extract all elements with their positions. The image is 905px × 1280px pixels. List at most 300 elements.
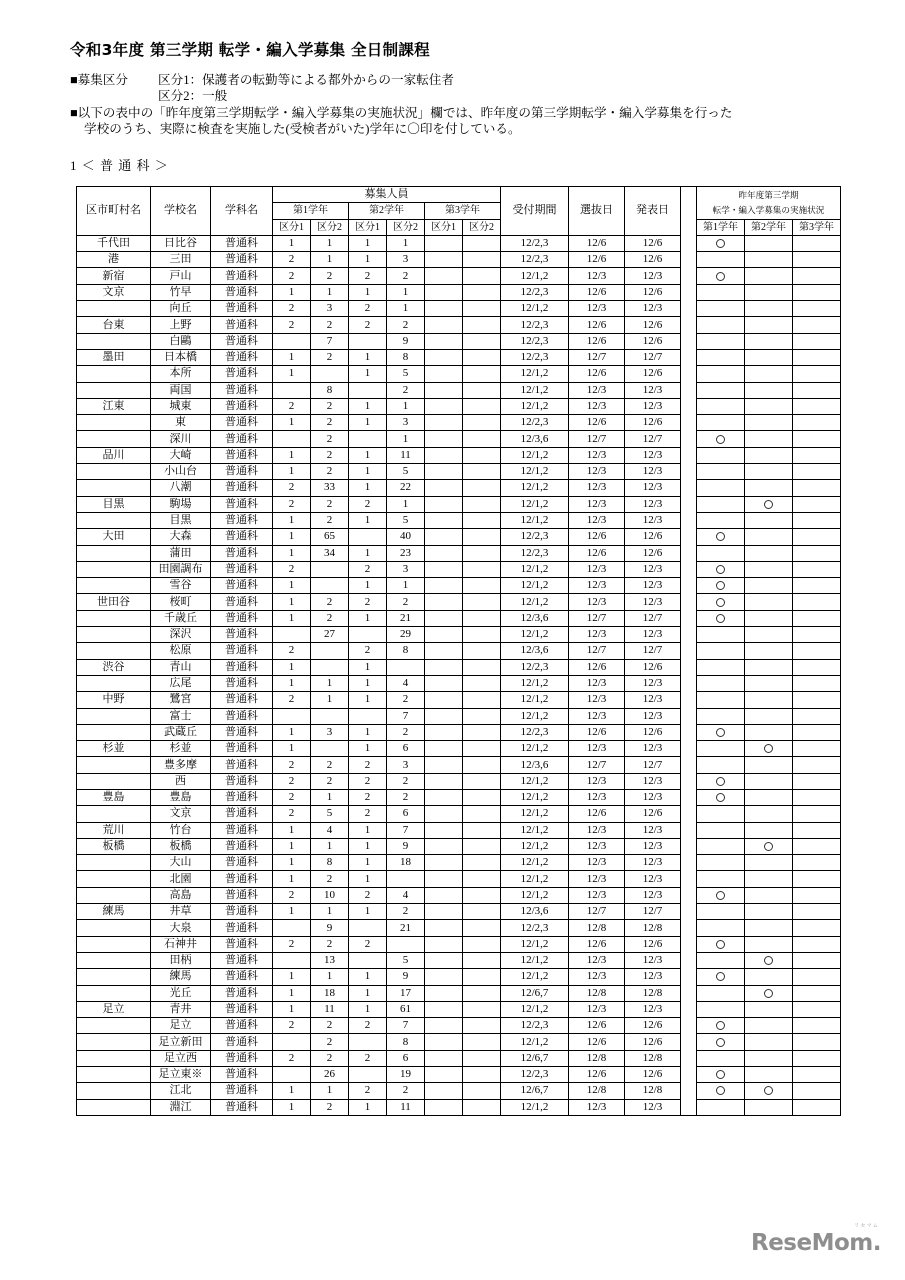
cell-grade2-kubun1: 2 (349, 1050, 387, 1066)
cell-school-name: 深沢 (151, 627, 211, 643)
cell-grade1-kubun2: 11 (311, 1001, 349, 1017)
cell-grade2-kubun2: 6 (387, 741, 425, 757)
cell-department: 普通科 (211, 708, 273, 724)
cell-prev-grade1 (697, 985, 745, 1001)
cell-prev-grade3 (793, 512, 841, 528)
spacer-cell (681, 1067, 697, 1083)
cell-grade1-kubun1: 1 (273, 349, 311, 365)
th-selection-date: 選抜日 (569, 187, 625, 236)
cell-grade2-kubun2: 11 (387, 447, 425, 463)
cell-grade3-kubun2 (463, 268, 501, 284)
cell-grade2-kubun1 (349, 431, 387, 447)
cell-prev-grade1 (697, 447, 745, 463)
cell-city (77, 708, 151, 724)
cell-grade1-kubun2: 13 (311, 952, 349, 968)
cell-school-name: 雪谷 (151, 578, 211, 594)
cell-grade3-kubun1 (425, 431, 463, 447)
cell-department: 普通科 (211, 969, 273, 985)
cell-selection-date: 12/3 (569, 1001, 625, 1017)
cell-grade2-kubun1: 1 (349, 904, 387, 920)
table-row (77, 415, 841, 431)
cell-application-period: 12/1,2 (501, 1034, 569, 1050)
cell-grade2-kubun1: 1 (349, 610, 387, 626)
th-grade1-kubun2: 区分2 (311, 219, 349, 235)
cell-grade3-kubun2 (463, 301, 501, 317)
cell-announcement-date: 12/8 (625, 1083, 681, 1099)
th-grade3-kubun2: 区分2 (463, 219, 501, 235)
cell-city: 港 (77, 252, 151, 268)
spacer-cell (681, 480, 697, 496)
cell-grade3-kubun2 (463, 675, 501, 691)
cell-grade2-kubun2 (387, 659, 425, 675)
cell-prev-grade3 (793, 1034, 841, 1050)
cell-prev-grade3 (793, 594, 841, 610)
table-row (77, 1067, 841, 1083)
cell-school-name: 大森 (151, 529, 211, 545)
cell-prev-grade3 (793, 333, 841, 349)
spacer-cell (681, 561, 697, 577)
spacer-cell (681, 871, 697, 887)
spacer-column (681, 187, 697, 236)
cell-school-name: 蒲田 (151, 545, 211, 561)
cell-announcement-date: 12/3 (625, 561, 681, 577)
th-capacity-group: 募集人員 (273, 187, 501, 203)
cell-application-period: 12/2,3 (501, 1067, 569, 1083)
cell-department: 普通科 (211, 724, 273, 740)
cell-application-period: 12/3,6 (501, 610, 569, 626)
cell-city (77, 936, 151, 952)
cell-selection-date: 12/6 (569, 659, 625, 675)
cell-prev-grade1 (697, 333, 745, 349)
cell-grade2-kubun2: 6 (387, 806, 425, 822)
cell-selection-date: 12/6 (569, 366, 625, 382)
cell-application-period: 12/1,2 (501, 366, 569, 382)
cell-grade3-kubun1 (425, 415, 463, 431)
table-row (77, 512, 841, 528)
cell-department: 普通科 (211, 480, 273, 496)
spacer-cell (681, 675, 697, 691)
spacer-cell (681, 284, 697, 300)
cell-prev-grade3 (793, 741, 841, 757)
cell-grade2-kubun1: 1 (349, 512, 387, 528)
cell-grade1-kubun1: 1 (273, 675, 311, 691)
cell-school-name: 田園調布 (151, 561, 211, 577)
cell-application-period: 12/2,3 (501, 317, 569, 333)
cell-grade1-kubun1 (273, 708, 311, 724)
cell-prev-grade2 (745, 643, 793, 659)
cell-grade2-kubun2: 2 (387, 773, 425, 789)
cell-grade3-kubun2 (463, 1001, 501, 1017)
cell-grade1-kubun1 (273, 1034, 311, 1050)
table-row (77, 398, 841, 414)
cell-grade2-kubun1: 1 (349, 659, 387, 675)
cell-grade2-kubun2: 5 (387, 366, 425, 382)
spacer-cell (681, 610, 697, 626)
cell-prev-grade1 (697, 415, 745, 431)
cell-city: 練馬 (77, 904, 151, 920)
note-previous-year-line1: ■以下の表中の「昨年度第三学期転学・編入学募集の実施状況」欄では、昨年度の第三学期転学・編入学募集を行った (70, 105, 733, 120)
cell-school-name: 西 (151, 773, 211, 789)
cell-announcement-date: 12/8 (625, 920, 681, 936)
cell-grade3-kubun1 (425, 1083, 463, 1099)
cell-application-period: 12/2,3 (501, 284, 569, 300)
cell-grade3-kubun1 (425, 447, 463, 463)
cell-prev-grade2 (745, 887, 793, 903)
cell-grade3-kubun1 (425, 398, 463, 414)
cell-school-name: 小山台 (151, 464, 211, 480)
cell-grade3-kubun2 (463, 464, 501, 480)
cell-grade2-kubun2: 11 (387, 1099, 425, 1115)
circle-mark-icon (716, 972, 725, 981)
cell-grade1-kubun1: 1 (273, 822, 311, 838)
cell-prev-grade2 (745, 985, 793, 1001)
cell-grade3-kubun1 (425, 757, 463, 773)
cell-city (77, 333, 151, 349)
cell-city (77, 1050, 151, 1066)
cell-application-period: 12/1,2 (501, 268, 569, 284)
cell-application-period: 12/3,6 (501, 431, 569, 447)
cell-department: 普通科 (211, 235, 273, 251)
cell-grade2-kubun1: 2 (349, 317, 387, 333)
cell-prev-grade2 (745, 1083, 793, 1099)
cell-grade3-kubun2 (463, 838, 501, 854)
cell-department: 普通科 (211, 936, 273, 952)
cell-grade1-kubun2: 2 (311, 594, 349, 610)
cell-department: 普通科 (211, 431, 273, 447)
cell-grade3-kubun2 (463, 887, 501, 903)
cell-grade1-kubun2: 10 (311, 887, 349, 903)
cell-grade3-kubun1 (425, 708, 463, 724)
cell-grade2-kubun2: 1 (387, 301, 425, 317)
cell-grade3-kubun2 (463, 855, 501, 871)
cell-grade2-kubun2: 9 (387, 838, 425, 854)
cell-city (77, 382, 151, 398)
cell-grade2-kubun2: 1 (387, 496, 425, 512)
cell-selection-date: 12/3 (569, 887, 625, 903)
cell-grade1-kubun1: 1 (273, 366, 311, 382)
page-title: 令和3年度 第三学期 転学・編入学募集 全日制課程 (70, 41, 430, 59)
cell-department: 普通科 (211, 659, 273, 675)
cell-grade3-kubun1 (425, 773, 463, 789)
cell-grade3-kubun2 (463, 659, 501, 675)
cell-prev-grade3 (793, 887, 841, 903)
cell-prev-grade3 (793, 529, 841, 545)
cell-grade3-kubun1 (425, 822, 463, 838)
cell-prev-grade3 (793, 235, 841, 251)
table-row (77, 529, 841, 545)
cell-prev-grade3 (793, 578, 841, 594)
spacer-cell (681, 708, 697, 724)
cell-prev-grade3 (793, 1099, 841, 1115)
cell-grade3-kubun1 (425, 594, 463, 610)
cell-selection-date: 12/3 (569, 969, 625, 985)
spacer-cell (681, 1018, 697, 1034)
cell-grade3-kubun2 (463, 366, 501, 382)
cell-announcement-date: 12/6 (625, 1067, 681, 1083)
cell-grade1-kubun2 (311, 578, 349, 594)
cell-prev-grade2 (745, 415, 793, 431)
cell-announcement-date: 12/3 (625, 789, 681, 805)
cell-announcement-date: 12/6 (625, 252, 681, 268)
cell-prev-grade1 (697, 936, 745, 952)
circle-mark-icon (764, 989, 773, 998)
cell-grade3-kubun1 (425, 366, 463, 382)
cell-prev-grade1 (697, 692, 745, 708)
cell-prev-grade3 (793, 1018, 841, 1034)
circle-mark-icon (716, 1021, 725, 1030)
cell-grade3-kubun2 (463, 643, 501, 659)
cell-prev-grade2 (745, 464, 793, 480)
table-row (77, 349, 841, 365)
cell-grade2-kubun1: 1 (349, 855, 387, 871)
th-grade2-kubun2: 区分2 (387, 219, 425, 235)
cell-school-name: 上野 (151, 317, 211, 333)
cell-prev-grade2 (745, 561, 793, 577)
cell-grade1-kubun2 (311, 561, 349, 577)
cell-department: 普通科 (211, 496, 273, 512)
th-grade3-kubun1: 区分1 (425, 219, 463, 235)
cell-department: 普通科 (211, 268, 273, 284)
cell-announcement-date: 12/3 (625, 855, 681, 871)
cell-prev-grade3 (793, 969, 841, 985)
cell-grade1-kubun1: 2 (273, 887, 311, 903)
th-period: 受付期間 (501, 187, 569, 236)
cell-selection-date: 12/3 (569, 464, 625, 480)
table-row (77, 1050, 841, 1066)
cell-selection-date: 12/3 (569, 594, 625, 610)
cell-grade1-kubun2: 1 (311, 904, 349, 920)
cell-selection-date: 12/6 (569, 724, 625, 740)
spacer-cell (681, 301, 697, 317)
cell-grade2-kubun1: 1 (349, 366, 387, 382)
cell-grade2-kubun2: 19 (387, 1067, 425, 1083)
cell-selection-date: 12/3 (569, 692, 625, 708)
cell-grade3-kubun1 (425, 512, 463, 528)
cell-grade2-kubun1: 1 (349, 692, 387, 708)
cell-prev-grade2 (745, 512, 793, 528)
cell-grade1-kubun1: 2 (273, 789, 311, 805)
cell-grade3-kubun2 (463, 610, 501, 626)
cell-announcement-date: 12/3 (625, 480, 681, 496)
cell-grade1-kubun2 (311, 659, 349, 675)
cell-grade3-kubun1 (425, 904, 463, 920)
cell-grade2-kubun1 (349, 382, 387, 398)
cell-selection-date: 12/6 (569, 545, 625, 561)
cell-city (77, 855, 151, 871)
logo-wordmark (751, 1223, 881, 1256)
table-row (77, 1018, 841, 1034)
cell-grade2-kubun2: 9 (387, 969, 425, 985)
table-row (77, 545, 841, 561)
table-row (77, 822, 841, 838)
cell-grade3-kubun1 (425, 480, 463, 496)
cell-department: 普通科 (211, 317, 273, 333)
cell-prev-grade3 (793, 643, 841, 659)
cell-grade2-kubun2: 17 (387, 985, 425, 1001)
table-row (77, 969, 841, 985)
cell-application-period: 12/1,2 (501, 741, 569, 757)
cell-grade3-kubun1 (425, 268, 463, 284)
cell-application-period: 12/1,2 (501, 773, 569, 789)
cell-announcement-date: 12/3 (625, 871, 681, 887)
cell-grade1-kubun1 (273, 1067, 311, 1083)
cell-grade1-kubun2: 1 (311, 235, 349, 251)
circle-mark-icon (764, 842, 773, 851)
table-row (77, 741, 841, 757)
cell-prev-grade3 (793, 936, 841, 952)
cell-grade2-kubun1: 1 (349, 480, 387, 496)
circle-mark-icon (716, 565, 725, 574)
cell-school-name: 板橋 (151, 838, 211, 854)
cell-city: 中野 (77, 692, 151, 708)
cell-grade3-kubun1 (425, 936, 463, 952)
cell-grade1-kubun2: 1 (311, 969, 349, 985)
cell-grade1-kubun1: 1 (273, 464, 311, 480)
cell-grade1-kubun1: 1 (273, 985, 311, 1001)
cell-grade2-kubun1 (349, 920, 387, 936)
cell-department: 普通科 (211, 284, 273, 300)
cell-city (77, 675, 151, 691)
cell-grade3-kubun1 (425, 284, 463, 300)
cell-prev-grade1 (697, 431, 745, 447)
cell-application-period: 12/1,2 (501, 1001, 569, 1017)
cell-department: 普通科 (211, 675, 273, 691)
circle-mark-icon (716, 581, 725, 590)
cell-school-name: 足立西 (151, 1050, 211, 1066)
section-heading-futsuka: 1 ＜ 普 通 科 ＞ (70, 158, 169, 173)
cell-department: 普通科 (211, 920, 273, 936)
cell-grade3-kubun2 (463, 561, 501, 577)
cell-grade2-kubun1 (349, 333, 387, 349)
cell-selection-date: 12/3 (569, 496, 625, 512)
cell-school-name: 青山 (151, 659, 211, 675)
cell-school-name: 石神井 (151, 936, 211, 952)
cell-school-name: 井草 (151, 904, 211, 920)
cell-school-name: 鷺宮 (151, 692, 211, 708)
cell-grade2-kubun1: 2 (349, 268, 387, 284)
spacer-cell (681, 464, 697, 480)
cell-city (77, 480, 151, 496)
spacer-cell (681, 1050, 697, 1066)
cell-prev-grade2 (745, 301, 793, 317)
cell-prev-grade2 (745, 398, 793, 414)
cell-selection-date: 12/3 (569, 578, 625, 594)
cell-city (77, 1034, 151, 1050)
cell-announcement-date: 12/3 (625, 1001, 681, 1017)
th-prev-grade2: 第2学年 (745, 219, 793, 235)
cell-announcement-date: 12/8 (625, 985, 681, 1001)
cell-school-name: 戸山 (151, 268, 211, 284)
cell-grade2-kubun2: 5 (387, 464, 425, 480)
cell-prev-grade2 (745, 333, 793, 349)
cell-grade2-kubun2: 40 (387, 529, 425, 545)
cell-prev-grade1 (697, 545, 745, 561)
cell-grade3-kubun1 (425, 529, 463, 545)
th-grade1-kubun1: 区分1 (273, 219, 311, 235)
cell-grade1-kubun1: 1 (273, 1099, 311, 1115)
cell-grade3-kubun2 (463, 382, 501, 398)
table-row (77, 855, 841, 871)
cell-announcement-date: 12/3 (625, 741, 681, 757)
spacer-cell (681, 317, 697, 333)
cell-grade3-kubun2 (463, 496, 501, 512)
table-row (77, 757, 841, 773)
cell-grade1-kubun2: 2 (311, 512, 349, 528)
cell-grade1-kubun1 (273, 333, 311, 349)
cell-department: 普通科 (211, 985, 273, 1001)
cell-city: 江東 (77, 398, 151, 414)
cell-prev-grade2 (745, 838, 793, 854)
cell-city (77, 1018, 151, 1034)
circle-mark-icon (764, 1086, 773, 1095)
cell-grade1-kubun1 (273, 952, 311, 968)
cell-application-period: 12/2,3 (501, 920, 569, 936)
cell-application-period: 12/1,2 (501, 1099, 569, 1115)
table-row (77, 887, 841, 903)
cell-announcement-date: 12/3 (625, 464, 681, 480)
cell-prev-grade1 (697, 1001, 745, 1017)
table-row (77, 480, 841, 496)
cell-department: 普通科 (211, 806, 273, 822)
cell-selection-date: 12/3 (569, 561, 625, 577)
circle-mark-icon (716, 1038, 725, 1047)
cell-department: 普通科 (211, 594, 273, 610)
cell-prev-grade1 (697, 268, 745, 284)
cell-prev-grade1 (697, 561, 745, 577)
cell-school-name: 武蔵丘 (151, 724, 211, 740)
cell-announcement-date: 12/3 (625, 675, 681, 691)
cell-grade2-kubun2: 29 (387, 627, 425, 643)
th-school: 学校名 (151, 187, 211, 236)
cell-grade3-kubun2 (463, 822, 501, 838)
cell-grade2-kubun1 (349, 529, 387, 545)
cell-grade1-kubun2 (311, 741, 349, 757)
cell-prev-grade2 (745, 431, 793, 447)
logo-text: ReseMom. (751, 1230, 881, 1256)
cell-prev-grade2 (745, 692, 793, 708)
cell-school-name: 豊多摩 (151, 757, 211, 773)
cell-grade3-kubun1 (425, 806, 463, 822)
cell-city (77, 1083, 151, 1099)
cell-school-name: 松原 (151, 643, 211, 659)
cell-announcement-date: 12/6 (625, 724, 681, 740)
cell-grade3-kubun2 (463, 1034, 501, 1050)
cell-grade2-kubun2: 9 (387, 333, 425, 349)
cell-prev-grade2 (745, 1034, 793, 1050)
cell-school-name: 目黒 (151, 512, 211, 528)
circle-mark-icon (764, 956, 773, 965)
cell-department: 普通科 (211, 789, 273, 805)
cell-prev-grade2 (745, 594, 793, 610)
cell-department: 普通科 (211, 1018, 273, 1034)
cell-grade1-kubun2: 1 (311, 692, 349, 708)
cell-grade1-kubun2: 9 (311, 920, 349, 936)
cell-grade2-kubun2: 2 (387, 594, 425, 610)
cell-school-name: 白鷗 (151, 333, 211, 349)
circle-mark-icon (716, 239, 725, 248)
note-category-2: 区分2：一般 (158, 89, 228, 104)
cell-grade3-kubun2 (463, 871, 501, 887)
cell-grade3-kubun2 (463, 789, 501, 805)
cell-prev-grade2 (745, 349, 793, 365)
cell-grade2-kubun1: 2 (349, 594, 387, 610)
cell-prev-grade1 (697, 757, 745, 773)
cell-department: 普通科 (211, 464, 273, 480)
cell-prev-grade2 (745, 806, 793, 822)
cell-grade2-kubun1: 1 (349, 545, 387, 561)
cell-school-name: 江北 (151, 1083, 211, 1099)
circle-mark-icon (716, 940, 725, 949)
